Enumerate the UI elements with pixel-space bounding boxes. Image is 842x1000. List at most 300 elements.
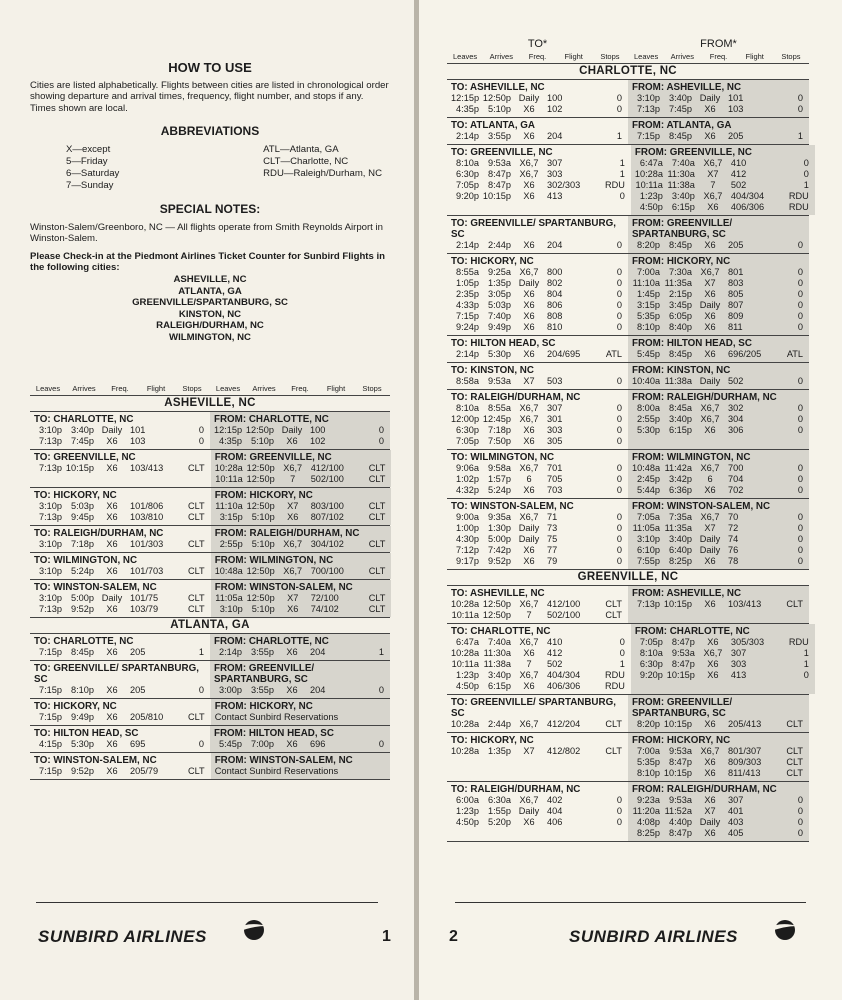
- leaves-time: 7:15p: [39, 685, 62, 695]
- leaves-time: 7:15p: [39, 766, 62, 776]
- stops: 0: [616, 512, 622, 522]
- destination-title: FROM: WILMINGTON, NC: [214, 555, 334, 566]
- abbreviation: CLT—Charlotte, NC: [263, 155, 349, 167]
- leaves-time: 7:13p: [637, 104, 660, 114]
- flight-number: 204: [310, 647, 326, 657]
- flight-number: 809/303: [728, 757, 762, 767]
- leaves-time: 6:30p: [639, 659, 663, 669]
- arrives-time: 5:30p: [488, 349, 511, 359]
- flight-row: [214, 647, 390, 658]
- flight-number: 406/306: [547, 681, 581, 691]
- arrives-time: 5:24p: [71, 566, 94, 576]
- leaves-time: 7:55p: [637, 556, 660, 566]
- arrives-time: 10:15p: [482, 191, 511, 201]
- flight-row: [451, 463, 628, 474]
- arrives-time: 10:15p: [65, 463, 94, 473]
- arrives-time: 9:35a: [488, 512, 511, 522]
- leaves-time: 2:14p: [456, 131, 479, 141]
- frequency: X7: [704, 523, 716, 533]
- arrives-time: 10:15p: [663, 719, 692, 729]
- destination-title: TO: HICKORY, NC: [34, 490, 117, 501]
- flight-row: [451, 169, 631, 180]
- flight-number: 205/413: [728, 719, 762, 729]
- flight-row: [632, 463, 809, 474]
- to-block: [447, 254, 628, 335]
- flight-number: 402: [547, 795, 563, 805]
- frequency: Daily: [518, 534, 540, 544]
- stops: 1: [616, 131, 622, 141]
- flight-number: 811: [728, 322, 743, 332]
- arrives-time: 6:36p: [669, 485, 692, 495]
- frequency: X6: [704, 556, 716, 566]
- frequency: X6,7: [700, 267, 720, 277]
- flight-number: 103/413: [728, 599, 762, 609]
- flight-number: 702: [728, 485, 744, 495]
- frequency: X7: [704, 278, 716, 288]
- flight-row: [632, 349, 809, 360]
- frequency: X6: [523, 240, 535, 250]
- frequency: Daily: [101, 593, 123, 603]
- destination-title: TO: RALEIGH/DURHAM, NC: [451, 392, 581, 403]
- arrives-time: 5:10p: [488, 104, 511, 114]
- flight-row: [635, 648, 815, 659]
- flight-row: [632, 512, 809, 523]
- flight-row: [451, 158, 631, 169]
- stops: 0: [198, 685, 204, 695]
- leaves-time: 9:23a: [637, 795, 660, 805]
- leaves-time: 7:15p: [39, 647, 62, 657]
- arrives-time: 7:35a: [669, 512, 692, 522]
- stops: 0: [797, 806, 803, 816]
- flight-row: [632, 131, 809, 142]
- leaves-time: 7:05p: [639, 637, 663, 647]
- destination-title: TO: KINSTON, NC: [451, 365, 534, 376]
- to-block: [447, 450, 628, 498]
- leaves-time: 6:47a: [456, 637, 479, 647]
- flight-row: [451, 322, 628, 333]
- from-block: [628, 216, 809, 253]
- frequency: X6: [704, 240, 716, 250]
- flight-number: 412/802: [547, 746, 581, 756]
- route-group: [30, 412, 390, 450]
- leaves-time: 10:28a: [451, 719, 479, 729]
- flight-row: [635, 637, 815, 648]
- leaves-time: 8:55a: [456, 267, 479, 277]
- flight-number: 305: [547, 436, 563, 446]
- leaves-time: 12:15p: [214, 425, 242, 435]
- flight-row: [34, 766, 211, 777]
- frequency: X6: [523, 180, 535, 190]
- frequency: X6: [286, 739, 298, 749]
- column-label: Arrives: [72, 384, 96, 393]
- route-group: [30, 726, 390, 753]
- leaves-time: 2:45p: [637, 474, 660, 484]
- stops: 0: [616, 278, 622, 288]
- destination-title: FROM: HICKORY, NC: [214, 701, 313, 712]
- flight-number: 70: [728, 512, 739, 522]
- flight-row: [632, 300, 809, 311]
- route-group: [30, 753, 390, 780]
- stops: CLT: [368, 604, 386, 614]
- flight-row: [451, 289, 628, 300]
- flight-number: 810: [547, 322, 563, 332]
- to-block: [447, 624, 631, 694]
- stops: CLT: [188, 593, 205, 603]
- frequency: X6: [523, 311, 535, 321]
- to-block: [30, 412, 210, 449]
- arrives-time: 8:47p: [669, 828, 692, 838]
- flight-number: 303: [730, 659, 747, 669]
- flight-row: [451, 637, 631, 648]
- flight-row: [635, 180, 815, 191]
- arrives-time: 8:45a: [669, 403, 692, 413]
- stops: 0: [797, 267, 803, 277]
- to-block: [447, 363, 628, 389]
- flight-row: [451, 485, 628, 496]
- arrives-time: 5:10p: [251, 539, 275, 549]
- flight-row: [632, 376, 809, 387]
- leaves-time: 11:10a: [215, 501, 243, 511]
- stops: CLT: [188, 766, 205, 776]
- arrives-time: 8:45p: [71, 647, 94, 657]
- leaves-time: 2:14p: [219, 647, 242, 657]
- frequency: X6,7: [519, 719, 539, 729]
- frequency: X7: [523, 376, 535, 386]
- frequency: X7: [704, 806, 716, 816]
- to-block: [447, 695, 628, 732]
- frequency: Daily: [699, 93, 721, 103]
- frequency: X6: [106, 512, 118, 522]
- flight-row: [34, 501, 211, 512]
- stops: 0: [797, 545, 803, 555]
- column-label: Stops: [362, 384, 382, 393]
- stops: 1: [619, 158, 625, 168]
- stops: 0: [616, 240, 622, 250]
- flight-number: 502: [728, 376, 744, 386]
- frequency: X6: [704, 719, 716, 729]
- frequency: X6: [704, 425, 716, 435]
- arrives-time: 3:42p: [669, 474, 692, 484]
- leaves-time: 12:00p: [451, 414, 479, 424]
- left-schedule-table: [30, 383, 390, 780]
- flight-number: 406/306: [730, 202, 765, 212]
- stops: RDU: [788, 637, 809, 647]
- leaves-time: 9:17p: [456, 556, 479, 566]
- from-block: [210, 661, 390, 698]
- frequency: X6: [106, 463, 118, 473]
- leaves-time: 5:45p: [637, 349, 660, 359]
- flight-number: 74: [728, 534, 739, 544]
- column-label: Arrives: [252, 384, 276, 393]
- flight-row: [451, 436, 628, 447]
- arrives-time: 7:00p: [251, 739, 274, 749]
- leaves-time: 4:08p: [637, 817, 660, 827]
- flight-row: [451, 806, 628, 817]
- flight-number: 803/100: [310, 501, 344, 511]
- flight-row: [214, 685, 390, 696]
- arrives-time: 11:42a: [664, 463, 692, 473]
- flight-number: 705: [547, 474, 563, 484]
- flight-number: 805: [728, 289, 744, 299]
- arrives-time: 1:57p: [488, 474, 511, 484]
- flight-row: [451, 300, 628, 311]
- destination-title: FROM: GREENVILLE, NC: [214, 452, 332, 463]
- arrives-time: 7:40a: [488, 637, 511, 647]
- route-group: [447, 695, 809, 733]
- stops: 0: [616, 806, 622, 816]
- arrives-time: 3:55p: [488, 131, 511, 141]
- flight-row: [451, 746, 628, 757]
- frequency: X6: [704, 485, 716, 495]
- stops: ATL: [786, 349, 803, 359]
- flight-number: 800: [547, 267, 563, 277]
- flight-number: 405: [728, 828, 744, 838]
- leaves-time: 8:20p: [637, 719, 660, 729]
- route-group: [30, 450, 390, 488]
- flight-number: 307: [730, 648, 747, 658]
- frequency: X6,7: [283, 539, 303, 549]
- arrives-time: 12:50p: [245, 425, 274, 435]
- frequency: Daily: [699, 300, 721, 310]
- from-block: [211, 450, 392, 487]
- flight-row: [451, 240, 628, 251]
- destination-title: TO: ATLANTA, GA: [451, 120, 535, 131]
- flight-number: 696/205: [728, 349, 762, 359]
- arrives-time: 8:55a: [488, 403, 511, 413]
- stops: 0: [378, 436, 384, 446]
- arrives-time: 7:30a: [669, 267, 692, 277]
- column-label: Freq.: [291, 384, 309, 393]
- page-number: 1: [382, 928, 391, 945]
- abbreviation: 5—Friday: [66, 155, 108, 167]
- flight-row: [632, 104, 809, 115]
- abbreviations-days: [66, 144, 119, 192]
- leaves-time: 2:35p: [456, 289, 479, 299]
- flight-row: [635, 169, 815, 180]
- flight-row: [214, 436, 390, 447]
- destination-title: TO: WINSTON-SALEM, NC: [34, 582, 157, 593]
- frequency: X6: [523, 300, 535, 310]
- destination-title: FROM: GREENVILLE/ SPARTANBURG, SC: [214, 663, 315, 685]
- flight-number: 703: [547, 485, 563, 495]
- destination-title: TO: WILMINGTON, NC: [34, 555, 138, 566]
- flight-row: [632, 806, 809, 817]
- frequency: X6: [523, 485, 535, 495]
- frequency: X6,7: [700, 403, 720, 413]
- stops: CLT: [368, 463, 386, 473]
- stops: CLT: [605, 719, 622, 729]
- stops: CLT: [605, 599, 622, 609]
- footer-rule: [455, 902, 806, 903]
- leaves-time: 10:28a: [634, 169, 663, 179]
- stops: 0: [616, 403, 622, 413]
- frequency: X6,7: [519, 158, 539, 168]
- arrives-time: 12:50p: [482, 610, 511, 620]
- leaves-time: 7:05a: [637, 512, 660, 522]
- flight-number: 811/413: [728, 768, 761, 778]
- destination-title: TO: GREENVILLE/ SPARTANBURG, SC: [451, 697, 616, 719]
- to-block: [30, 580, 211, 617]
- stops: 0: [797, 104, 803, 114]
- flight-row: [34, 512, 211, 523]
- to-block: [447, 499, 628, 569]
- route-group: [30, 580, 390, 618]
- leaves-time: 4:35p: [219, 436, 242, 446]
- route-group: [447, 254, 809, 336]
- column-label: Arrives: [670, 52, 694, 61]
- arrives-time: 7:45p: [71, 436, 94, 446]
- flight-row: [632, 746, 809, 757]
- stops: CLT: [786, 768, 803, 778]
- origin-city-header: ASHEVILLE, NC: [30, 396, 390, 412]
- flight-row: [632, 599, 809, 610]
- reservation-note: Contact Sunbird Reservations: [214, 712, 339, 722]
- from-block: [628, 363, 809, 389]
- destination-title: FROM: HILTON HEAD, SC: [214, 728, 334, 739]
- flight-number: 103/810: [130, 512, 164, 522]
- stops: 0: [619, 191, 625, 201]
- flight-number: 412: [547, 648, 563, 658]
- arrives-time: 5:10p: [251, 436, 274, 446]
- arrives-time: 2:15p: [669, 289, 692, 299]
- flight-number: 302: [728, 403, 744, 413]
- stops: CLT: [368, 501, 386, 511]
- flight-row: [451, 534, 628, 545]
- stops: 0: [616, 474, 622, 484]
- leaves-time: 4:30p: [456, 534, 479, 544]
- route-group: [447, 586, 809, 624]
- arrives-time: 7:45p: [669, 104, 692, 114]
- frequency: 7: [526, 610, 532, 620]
- flight-row: [632, 828, 809, 839]
- flight-number: 413: [547, 191, 563, 201]
- page-number: 2: [449, 928, 458, 945]
- flight-number: 403: [728, 817, 744, 827]
- flight-number: 101/75: [130, 593, 159, 603]
- flight-number: 803: [728, 278, 744, 288]
- arrives-time: 5:00p: [488, 534, 511, 544]
- flight-number: 72/100: [310, 593, 339, 603]
- leaves-time: 10:11a: [451, 610, 479, 620]
- leaves-time: 9:20p: [639, 670, 663, 680]
- leaves-time: 9:00a: [456, 512, 479, 522]
- flight-number: 204: [547, 131, 563, 141]
- from-block: [628, 254, 809, 335]
- sunbird-logo-icon: [765, 917, 799, 941]
- leaves-time: 5:44p: [637, 485, 660, 495]
- destination-title: FROM: CHARLOTTE, NC: [634, 626, 750, 637]
- leaves-time: 3:15p: [637, 300, 660, 310]
- stops: 0: [797, 414, 803, 424]
- how-to-use-title: HOW TO USE: [168, 60, 252, 75]
- flight-number: 76: [728, 545, 739, 555]
- frequency: X6: [106, 685, 118, 695]
- flight-number: 204: [547, 240, 563, 250]
- frequency: X6: [523, 425, 535, 435]
- arrives-time: 9:58a: [488, 463, 511, 473]
- destination-title: TO: ASHEVILLE, NC: [451, 82, 545, 93]
- stops: 0: [797, 278, 803, 288]
- column-label: Arrives: [489, 52, 513, 61]
- frequency: X6: [286, 685, 298, 695]
- stops: 0: [198, 425, 204, 435]
- flight-number: 700/100: [310, 566, 344, 576]
- flight-row: [451, 648, 631, 659]
- flight-number: 103/413: [130, 463, 164, 473]
- arrives-time: 8:45p: [669, 240, 692, 250]
- flight-row: [632, 267, 809, 278]
- stops: 1: [198, 647, 204, 657]
- flight-row: [632, 534, 809, 545]
- flight-row: [215, 512, 392, 523]
- frequency: X6: [523, 436, 535, 446]
- leaves-time: 4:50p: [456, 817, 479, 827]
- frequency: X6: [287, 512, 299, 522]
- flight-number: 412/204: [547, 719, 581, 729]
- flight-row: [34, 647, 210, 658]
- stops: 0: [797, 523, 803, 533]
- destination-title: FROM: WILMINGTON, NC: [632, 452, 751, 463]
- arrives-time: 7:40a: [671, 158, 695, 168]
- flight-row: [632, 414, 809, 425]
- arrives-time: 12:50p: [246, 566, 275, 576]
- to-block: [447, 390, 628, 449]
- stops: 0: [616, 322, 622, 332]
- frequency: X6: [523, 289, 535, 299]
- abbreviation: 7—Sunday: [66, 179, 114, 191]
- frequency: X6: [704, 289, 716, 299]
- flight-number: 101: [728, 93, 744, 103]
- leaves-time: 7:13p: [39, 512, 62, 522]
- column-label: Flight: [564, 52, 583, 61]
- frequency: X6: [523, 556, 535, 566]
- frequency: Daily: [699, 534, 721, 544]
- stops: CLT: [786, 757, 803, 767]
- flight-row: [215, 539, 392, 550]
- frequency: X6,7: [700, 512, 720, 522]
- arrives-time: 8:47p: [671, 637, 695, 647]
- leaves-time: 5:30p: [637, 425, 660, 435]
- route-group: [30, 699, 390, 726]
- flight-number: 78: [728, 556, 739, 566]
- flight-number: 303: [547, 169, 563, 179]
- arrives-time: 9:52p: [71, 766, 94, 776]
- from-block: [628, 782, 809, 841]
- abbreviation: ATL—Atlanta, GA: [263, 143, 339, 155]
- to-block: [30, 634, 210, 660]
- leaves-time: 3:10p: [39, 501, 62, 511]
- leaves-time: 8:20p: [637, 240, 660, 250]
- flight-number: 205: [728, 131, 744, 141]
- stops: 0: [198, 739, 204, 749]
- frequency: X6,7: [519, 512, 539, 522]
- to-block: [447, 80, 628, 117]
- leaves-time: 1:05p: [456, 278, 479, 288]
- frequency: X6: [106, 739, 118, 749]
- destination-title: FROM: RALEIGH/DURHAM, NC: [214, 528, 360, 539]
- stops: 0: [378, 685, 384, 695]
- flight-number: 100: [547, 93, 563, 103]
- destination-title: TO: WINSTON-SALEM, NC: [34, 755, 157, 766]
- column-label: Leaves: [634, 52, 659, 61]
- flight-row: [451, 659, 631, 670]
- flight-row: [632, 278, 809, 289]
- destination-title: TO: CHARLOTTE, NC: [451, 626, 551, 637]
- from-block: [210, 412, 390, 449]
- footer-rule: [36, 902, 378, 903]
- stops: 1: [619, 659, 625, 669]
- checkin-city: WILMINGTON, NC: [169, 331, 251, 343]
